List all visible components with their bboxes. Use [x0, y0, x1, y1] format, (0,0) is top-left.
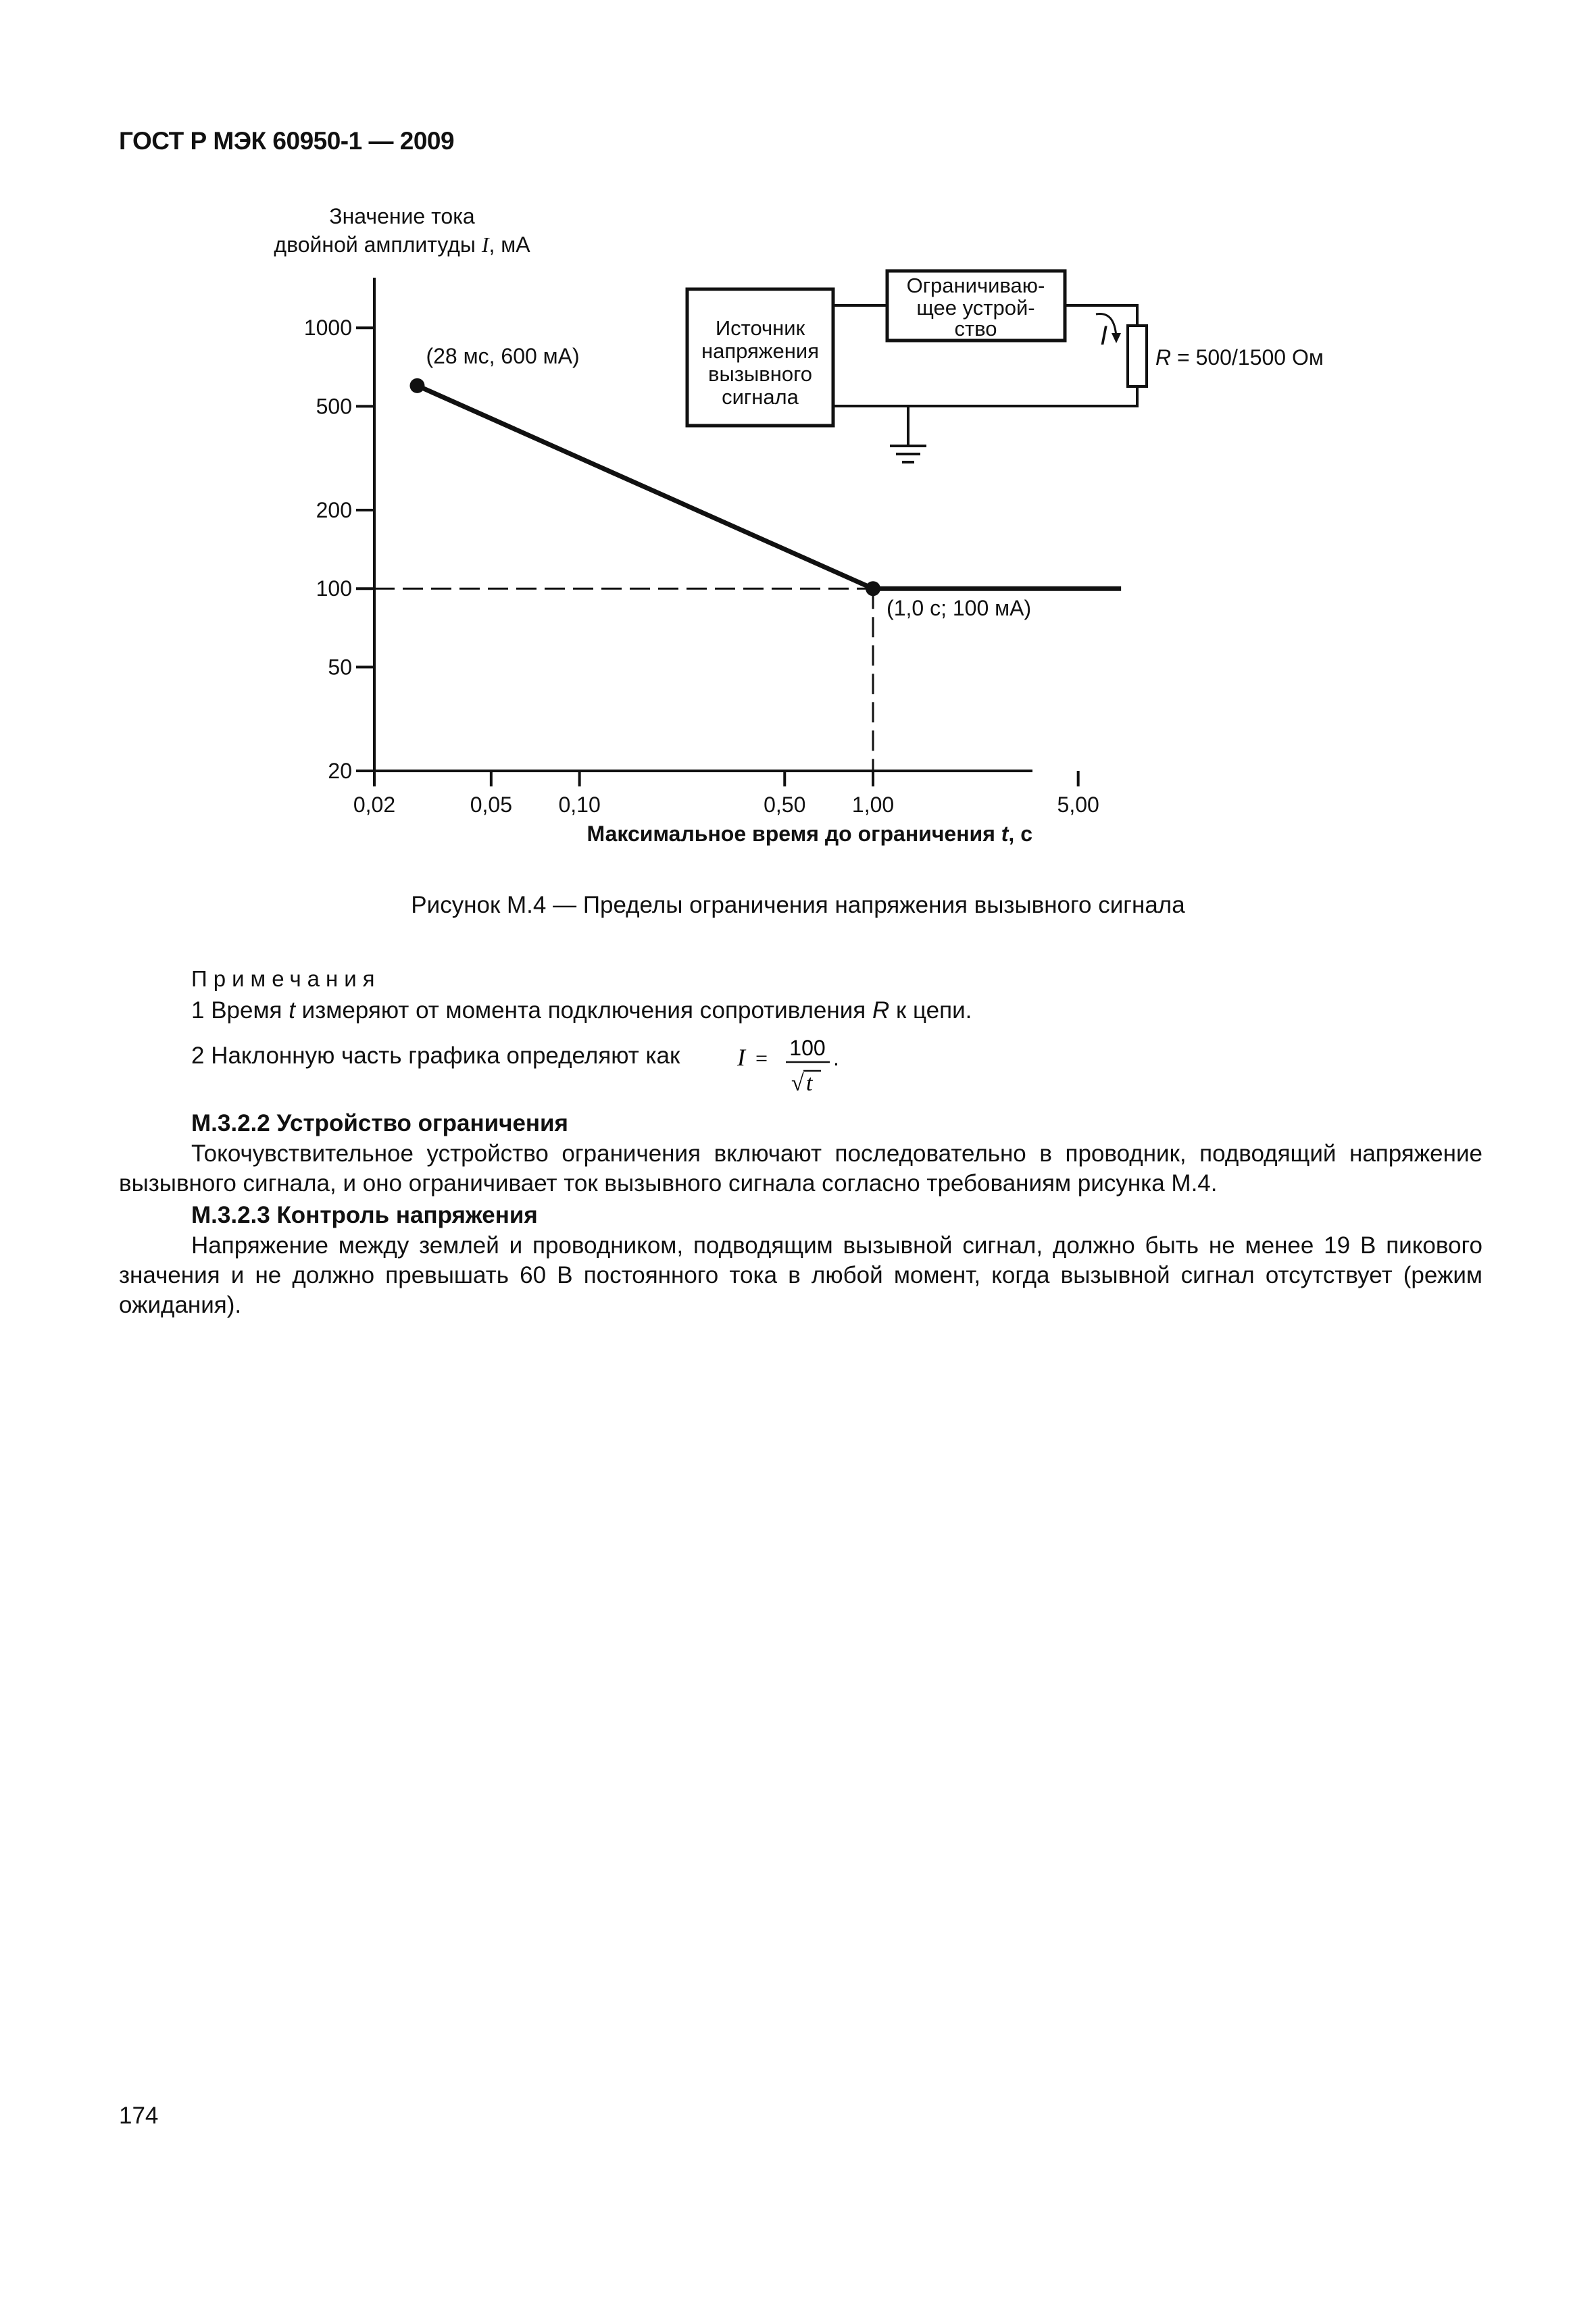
source-label-line2: напряжения: [701, 339, 820, 363]
current-symbol: I: [1100, 321, 1108, 351]
note-2: 2 Наклонную часть графика определяют как: [191, 1042, 680, 1069]
wire-return: [833, 386, 1137, 406]
note-1: 1 Время t измеряют от момента подключения сопротивления R к цепи.: [191, 997, 972, 1024]
section-heading-m3-2-3: М.3.2.3 Контроль напряжения: [191, 1202, 538, 1228]
marker-point-0: [409, 378, 424, 393]
limiter-label-line1: Ограничиваю-: [906, 274, 1045, 297]
document-header: ГОСТ Р МЭК 60950-1 — 2009: [119, 127, 455, 155]
y-tick-label-4: 50: [328, 655, 352, 680]
formula-denominator: t: [806, 1071, 813, 1096]
formula-end: .: [833, 1046, 839, 1070]
y-tick-label-0: 1000: [303, 316, 352, 341]
figure-caption: Рисунок М.4 — Пределы ограничения напряжения вызывного сигнала: [411, 892, 1185, 918]
figure-chart: [0, 0, 1596, 878]
source-label-line4: сигнала: [722, 385, 799, 409]
source-label-line1: Источник: [715, 316, 805, 340]
y-tick-label-3: 100: [316, 576, 352, 601]
x-tick-label-0: 0,02: [353, 793, 396, 817]
x-tick-label-5: 5,00: [1057, 793, 1099, 817]
marker-label-1: (1,0 с; 100 мА): [887, 596, 1032, 621]
section-text-m3-2-2: Токочувствительное устройство ограничения включают последовательно в проводник, подводящий напряжение вызывного сигнала, и оно ограничивает ток вызывного сигнала согласно требованиям рисунка М.4.: [119, 1140, 1482, 1197]
section-text-m3-2-3: Напряжение между землей и проводником, подводящим вызывной сигнал, должно быть не менее 19 В пикового значения и не должно превышать 60 В постоянного тока в любой момент, когда вызывной сигнал отсутствует (режим ожидания).: [119, 1232, 1482, 1318]
y-tick-label-2: 200: [316, 498, 352, 522]
y-axis-title-line2: двойной амплитуды I, мА: [274, 232, 530, 257]
resistor: [1128, 326, 1147, 386]
x-tick-label-3: 0,50: [764, 793, 806, 817]
limiter-label-line3: ство: [954, 317, 997, 341]
y-ticks: [304, 316, 374, 783]
x-tick-label-4: 1,00: [851, 793, 895, 817]
source-label-line3: вызывного: [708, 362, 812, 386]
section-heading-m3-2-2: М.3.2.2 Устройство ограничения: [191, 1110, 568, 1136]
circuit-diagram: [687, 271, 1324, 462]
current-arrowhead-icon: [1112, 333, 1121, 343]
formula-eq: =: [755, 1046, 768, 1070]
marker-point-1: [866, 581, 880, 596]
formula-root: √: [791, 1071, 804, 1096]
x-ticks: [353, 771, 1099, 817]
notes-title: Примечания: [191, 966, 381, 991]
x-tick-label-1: 0,05: [470, 793, 513, 817]
y-tick-label-5: 20: [328, 759, 352, 783]
page-number: 174: [119, 2103, 159, 2129]
marker-label-0: (28 мс, 600 мА): [426, 343, 580, 368]
formula-lhs: I: [737, 1044, 745, 1071]
y-tick-label-1: 500: [316, 394, 352, 419]
guide-lines: [374, 588, 873, 771]
x-axis-title: Максимальное время до ограничения t, с: [587, 822, 1032, 846]
resistor-label: R = 500/1500 Ом: [1155, 345, 1324, 370]
limiter-label-line2: щее устрой-: [916, 296, 1035, 320]
y-axis-title-line1: Значение тока: [329, 204, 475, 228]
formula-numerator: 100: [789, 1036, 826, 1060]
formula: [732, 1030, 847, 1104]
x-tick-label-2: 0,10: [558, 793, 601, 817]
